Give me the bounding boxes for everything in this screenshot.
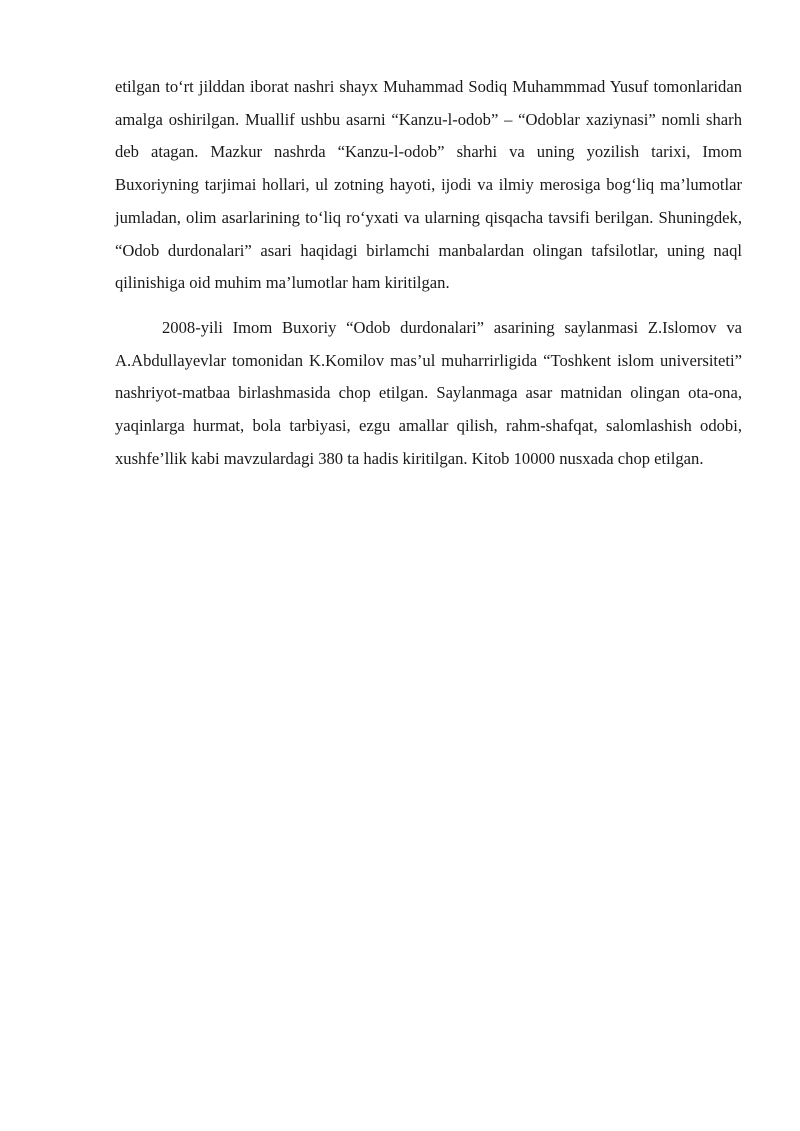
paragraph-continuation: etilgan to‘rt jilddan iborat nashri shayx Muhammad Sodiq Muhammmad Yusuf tomonlaridan amalga oshirilgan. Muallif ushbu asarni “Kanzu-l-odob” – “Odoblar xaziynasi” nomli sharh deb atagan. Mazkur nashrda “Kanzu-l-odob” sharhi va uning yozilish tarixi, Imom Buxoriyning tarjimai hollari, ul zotning hayoti, ijodi va ilmiy merosiga bog‘liq ma’lumotlar jumladan, olim asarlarining to‘liq ro‘yxati va ularning qisqacha tavsifi berilgan. Shuningdek, “Odob durdonalari” asari haqidagi birlamchi manbalardan olingan tafsilotlar, uning naql qilinishiga oid muhim ma’lumotlar ham kiritilgan. bbox=[115, 77, 742, 293]
paragraph-2008-selection: 2008-yili Imom Buxoriy “Odob durdonalari” asarining saylanmasi Z.Islomov va A.Abdullayevlar tomonidan K.Komilov mas’ul muharrirligida “Toshkent islom universiteti” nashriyot-matbaa birlashmasida chop etilgan. Saylanmaga asar matnidan olingan ota-ona, yaqinlarga hurmat, bola tarbiyasi, ezgu amallar qilish, rahm-shafqat, salomlashish odobi, xushfe’llik kabi mavzulardagi 380 ta hadis kiritilgan. Kitob 10000 nusxada chop etilgan. bbox=[115, 317, 742, 468]
document-body bbox=[115, 71, 742, 475]
